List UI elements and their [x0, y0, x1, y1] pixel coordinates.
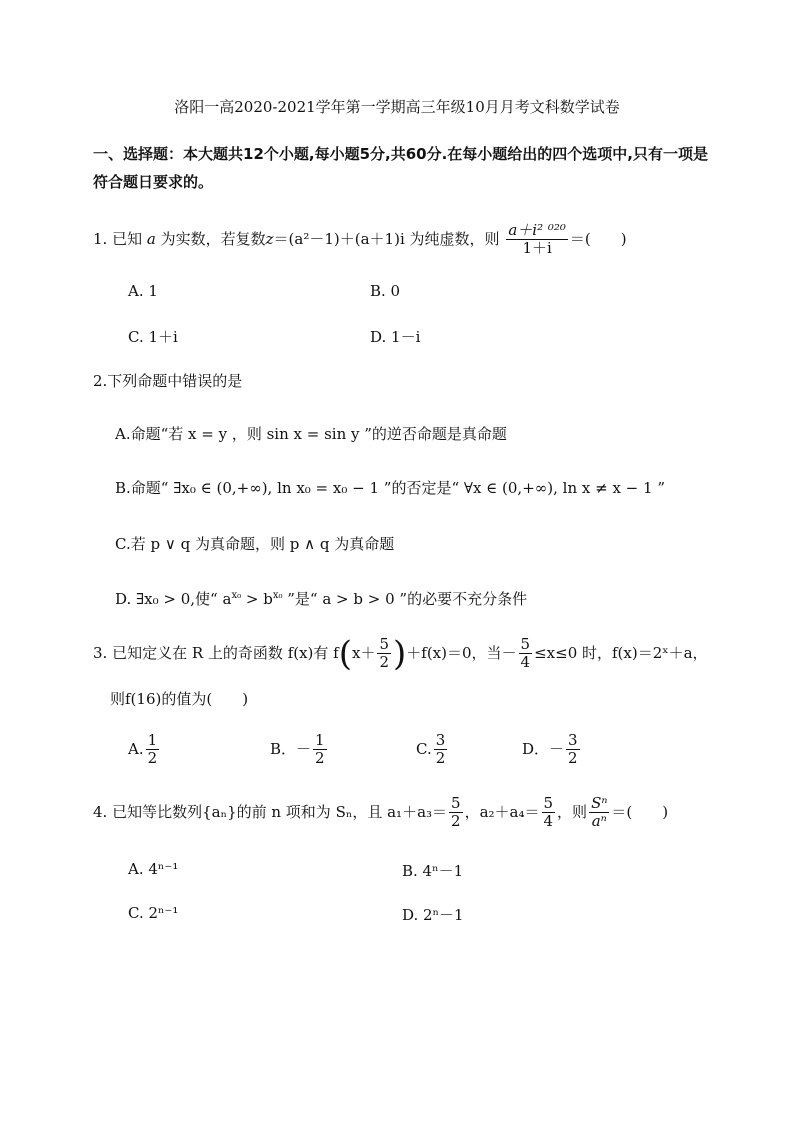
q1-text-1: 为实数，若复数 [160, 229, 266, 248]
q4-option-b: B. 4ⁿ－1 [402, 862, 464, 880]
q3-number: 3. [93, 643, 108, 662]
q1-fraction-numerator: a＋i² ⁰²⁰ [508, 221, 566, 239]
q2-d-pre: D. ∃x₀ > 0,使“ a [115, 590, 232, 608]
q4-text-3: ，则 [557, 802, 588, 821]
q2-d-mid: > b [241, 590, 273, 608]
q1-var-z: z [265, 229, 274, 248]
q3-line-2: 则f(16)的值为( ) [110, 690, 249, 708]
q4-option-d: D. 2ⁿ－1 [402, 906, 464, 924]
q3-option-a-frac [146, 732, 160, 768]
q4-option-c: C. 2ⁿ⁻¹ [128, 904, 179, 922]
q3-text-1: 已知定义在 R 上的奇函数 f(x)有 f [112, 643, 339, 662]
q1-option-b: B. 0 [370, 282, 401, 300]
q3-option-d-den: 2 [568, 749, 578, 768]
q3-option-a-label: A. [128, 739, 144, 758]
q3-frac-2-den: 4 [520, 653, 531, 672]
q2-option-d [115, 588, 527, 609]
q3-option-b-frac [313, 732, 327, 768]
q4-option-a: A. 4ⁿ⁻¹ [128, 860, 179, 878]
q2-d-post: ”是“ a > b > 0 ”的必要不充分条件 [282, 590, 528, 608]
question-1 [93, 222, 627, 258]
q1-var-a: a [146, 229, 156, 248]
question-4 [93, 795, 668, 831]
q4-frac-3-num: Sⁿ [591, 794, 608, 812]
q4-text-2: ，a₂＋a₄＝ [464, 802, 540, 821]
q1-fraction-denominator: 1＋i [522, 239, 552, 258]
question-2-stem: 2.下列命题中错误的是 [93, 372, 243, 390]
q1-fraction [506, 222, 568, 258]
q2-option-c: C.若 p ∨ q 为真命题，则 p ∧ q 为真命题 [115, 535, 395, 553]
q3-option-b [270, 732, 329, 768]
q2-option-a: A.命题“若 x = y ，则 sin x = sin y ”的逆否命题是真命题 [115, 425, 507, 443]
q3-option-b-den: 2 [315, 749, 325, 768]
q1-number: 1. [93, 229, 108, 248]
q3-option-d-label: D．－ [522, 739, 565, 758]
q3-option-b-label: B．－ [270, 739, 312, 758]
q3-option-d [522, 732, 582, 768]
q1-lead: 已知 [112, 229, 143, 248]
q3-option-c-num: 3 [435, 731, 446, 749]
q3-option-c [416, 732, 449, 768]
q4-number: 4. [93, 802, 108, 821]
q3-frac-2-num: 5 [520, 635, 531, 653]
q3-frac-1 [377, 636, 391, 672]
q4-frac-2 [542, 795, 556, 831]
q4-frac-2-den: 4 [543, 812, 554, 831]
q3-frac-1-den: 2 [379, 653, 390, 672]
q3-option-a-den: 2 [147, 749, 158, 768]
q4-frac-1-num: 5 [451, 794, 461, 812]
section-heading: 一、选择题：本大题共12个小题,每小题5分,共60分.在每小题给出的四个选项中,只有一项是符合题日要求的。 [93, 145, 708, 191]
exam-title: 洛阳一高2020-2021学年第一学期高三年级10月月考文科数学试卷 [174, 98, 620, 116]
q3-option-c-den: 2 [435, 749, 446, 768]
q3-option-c-frac [434, 732, 448, 768]
q2-d-sup2: x₀ [272, 590, 283, 601]
q3-option-d-frac [566, 732, 580, 768]
q1-option-a: A. 1 [128, 282, 158, 300]
q3-text-2: ＋f(x)＝0，当－ [406, 643, 517, 662]
q4-frac-3 [589, 795, 609, 831]
q1-expr: ＝(a²－1)＋(a＋1)i [273, 229, 405, 248]
q3-option-a [128, 732, 161, 768]
q3-text-3: ≤x≤0 时，f(x)＝2ˣ＋a， [534, 643, 708, 662]
q3-option-c-label: C. [416, 739, 432, 758]
q2-d-sup1: x₀ [231, 590, 242, 601]
q4-frac-2-num: 5 [543, 794, 554, 812]
q3-frac-1-num: 5 [379, 635, 390, 653]
q1-text-2: 为纯虚数，则 [409, 229, 500, 248]
q1-option-c: C. 1＋i [128, 328, 178, 346]
q3-option-b-num: 1 [315, 731, 325, 749]
q3-option-a-num: 1 [147, 731, 158, 749]
q4-frac-1-den: 2 [451, 812, 461, 831]
q2-option-b: B.命题“ ∃x₀ ∈ (0,+∞), ln x₀ = x₀ − 1 ”的否定是“ ∀x ∈ (0,+∞), ln x ≠ x − 1 ” [115, 479, 665, 497]
q4-text-1: 已知等比数列{aₙ}的前 n 项和为 Sₙ，且 a₁＋a₃＝ [112, 802, 448, 821]
q1-tail: ＝( ) [569, 229, 627, 248]
q3-inner: x＋ [352, 643, 376, 662]
q3-frac-2 [519, 636, 533, 672]
question-3: 3. 已知定义在 R 上的奇函数 f(x)有 f(x＋ $\frac{5}{2}$ )＋f(x)＝0，当－ $\frac{5}{4}$ ≤x≤0 时，f(x)＝2ˣ＋a， [93, 633, 708, 674]
q4-frac-1 [449, 795, 463, 831]
q4-frac-3-den: aⁿ [591, 812, 607, 831]
q4-text-4: ＝( ) [611, 802, 669, 821]
q1-option-d: D. 1－i [370, 328, 421, 346]
q3-option-d-num: 3 [568, 731, 578, 749]
